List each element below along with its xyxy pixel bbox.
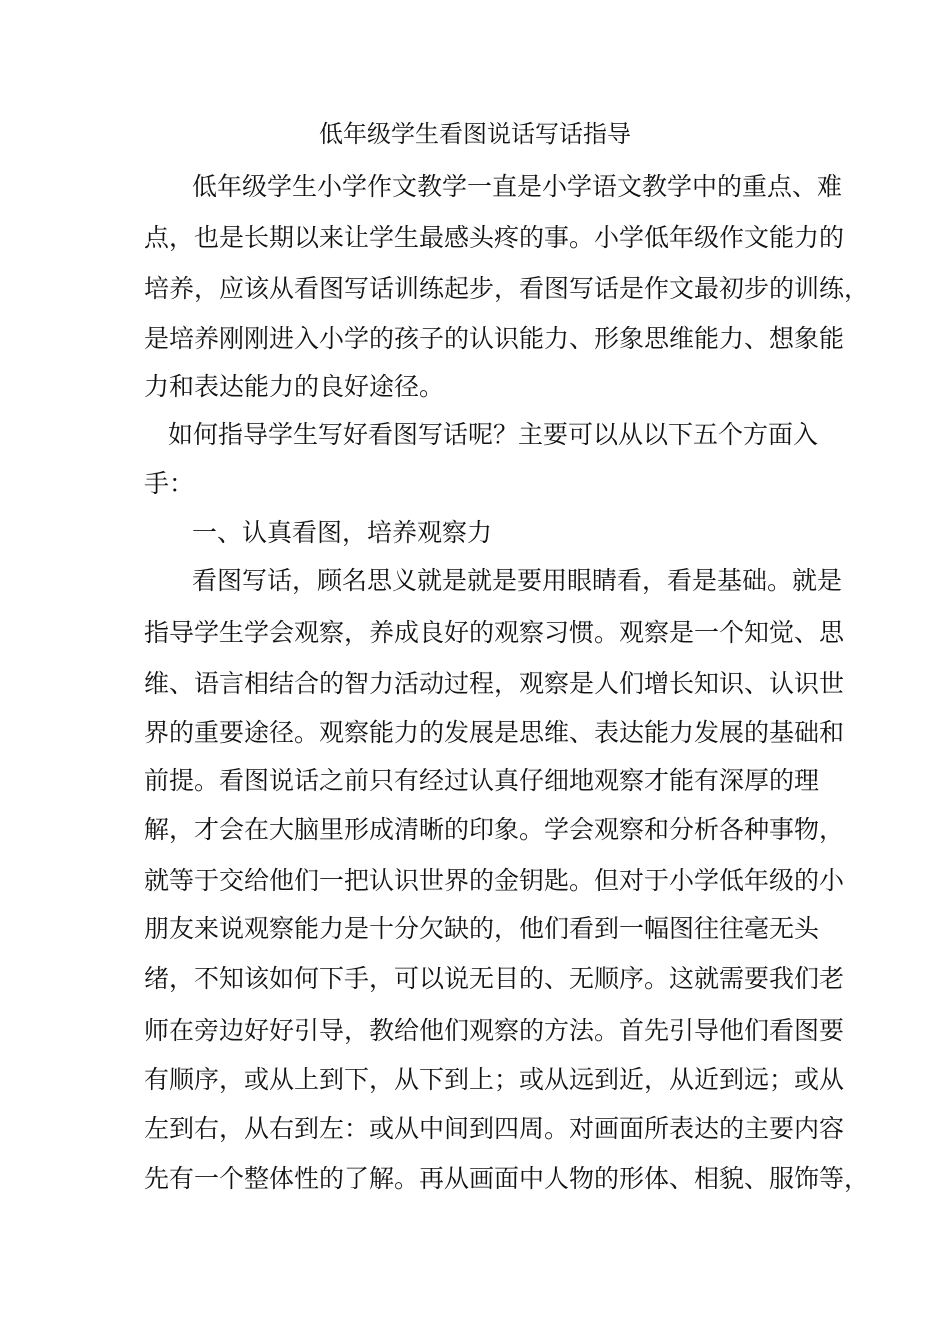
text-line: 如何指导学生写好看图写话呢？主要可以从以下五个方面入	[168, 420, 819, 449]
text-line: 朋友来说观察能力是十分欠缺的，他们看到一幅图往往毫无头	[144, 914, 820, 943]
text-line: 界的重要途径。观察能力的发展是思维、表达能力发展的基础和	[144, 718, 845, 747]
text-line: 看图写话，顾名思义就是就是要用眼睛看，看是基础。就是	[192, 566, 843, 595]
text-line: 指导学生学会观察，养成良好的观察习惯。观察是一个知觉、思	[144, 618, 845, 647]
text-line: 左到右，从右到左：或从中间到四周。对画面所表达的主要内容	[144, 1114, 845, 1143]
text-line: 手：	[144, 469, 195, 498]
text-line: 低年级学生小学作文教学一直是小学语文教学中的重点、难	[192, 172, 843, 201]
text-line: 维、语言相结合的智力活动过程，观察是人们增长知识、认识世	[144, 669, 845, 698]
text-line: 绪，不知该如何下手，可以说无目的、无顺序。这就需要我们老	[144, 964, 845, 993]
text-line: 力和表达能力的良好途径。	[144, 372, 445, 401]
text-line: 先有一个整体性的了解。再从画面中人物的形体、相貌、服饰等，	[144, 1164, 870, 1193]
text-line: 有顺序，或从上到下，从下到上；或从远到近，从近到远；或从	[144, 1065, 845, 1094]
text-line: 点，也是长期以来让学生最感头疼的事。小学低年级作文能力的	[144, 223, 845, 252]
text-line: 师在旁边好好引导，教给他们观察的方法。首先引导他们看图要	[144, 1016, 845, 1045]
text-line: 是培养刚刚进入小学的孩子的认识能力、形象思维能力、想象能	[144, 324, 845, 353]
text-line: 解，才会在大脑里形成清晰的印象。学会观察和分析各种事物，	[144, 815, 845, 844]
document-title: 低年级学生看图说话写话指导	[319, 120, 631, 148]
text-line: 就等于交给他们一把认识世界的金钥匙。但对于小学低年级的小	[144, 866, 845, 895]
text-line: 培养，应该从看图写话训练起步，看图写话是作文最初步的训练，	[144, 274, 870, 303]
section-heading: 一、认真看图，培养观察力	[192, 518, 493, 547]
text-line: 前提。看图说话之前只有经过认真仔细地观察才能有深厚的理	[144, 766, 820, 795]
